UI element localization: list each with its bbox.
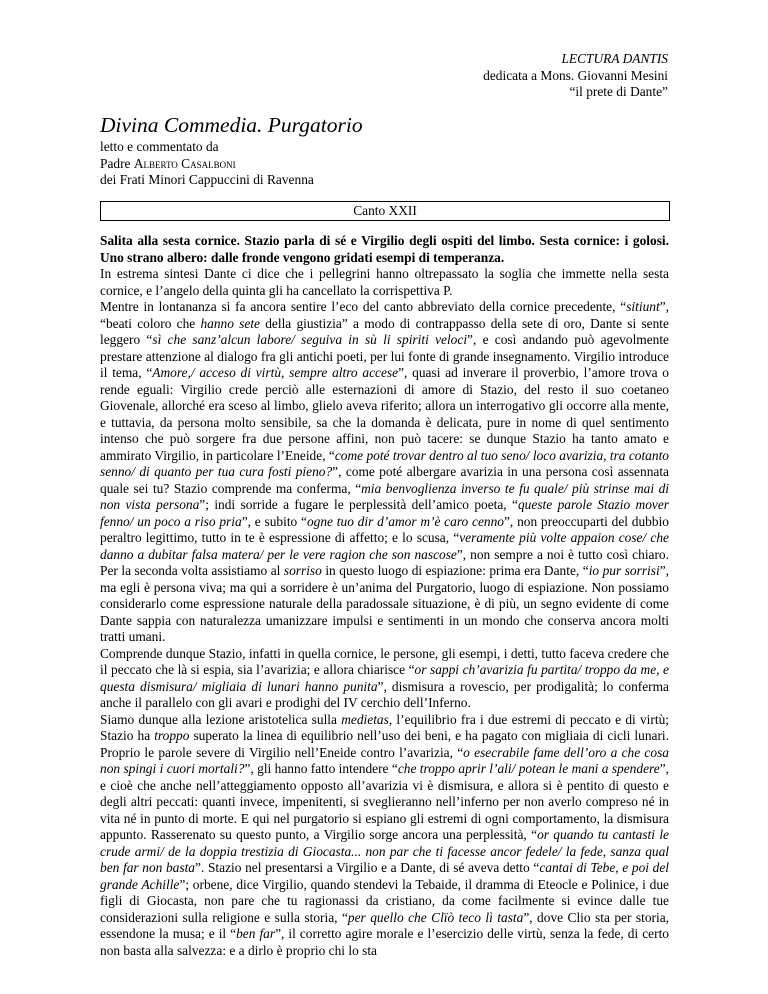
paragraph-text: ”, e subito “ <box>241 513 307 529</box>
paragraph-text: In estrema sintesi Dante ci dice che i pellegrini hanno oltrepassato la soglia che immette nella sesta cornice, e l’angelo della quinta gli ha cancellato la corrispettiva P. <box>100 266 669 298</box>
paragraph-text: ”, il corretto agire morale e l’esercizio delle virtù, senza la fede, di certo non basta alla salvezza: e a dirlo è proprio chi lo sta <box>100 926 669 958</box>
quotation-text: veramente più volte appaion cose/ che danno a dubitar falsa matera/ per le vere ragion che son nascose <box>100 530 669 562</box>
quotation-text: o esecrabile fame dell’oro a che cosa non spingi i cuori mortali? <box>100 744 669 776</box>
byline-author <box>100 156 314 173</box>
quotation-text: medietas <box>341 711 389 727</box>
paragraph-text: ”, dismisura a rovescio, per prodigalità; lo conferma anche il parallelo con gli avari e prodighi del IV cerchio dell’Inferno. <box>100 678 669 710</box>
quotation-text: io pur sorrisi <box>588 563 660 578</box>
quotation-text: che troppo aprir l’ali/ potean le mani a spendere <box>397 761 660 776</box>
byline <box>100 139 314 189</box>
quotation-text: mia benvoglienza inverso te fu quale/ più strinse mai di non vista persona <box>100 480 669 512</box>
quotation-text: queste parole Stazio mover fenno/ un poco a riso pria <box>100 497 669 529</box>
quotation-text: sitiunt <box>626 299 660 314</box>
paragraph-text: ”, quasi ad inverare il proverbio, l’amore trova o rende eguali: Virgilio crede perciò alle esternazioni di amore di Stazio, del resto il suo coetaneo Giovenale, allorché era sceso al limbo, glielo aveva riferito; allora un interrogativo gli occorre alla mente, e tuttavia, da persona molto sensibile, sa che la domanda è delicata, pure in nome di quel sentimento intenso che può sorgere fra due persone affini, non può tacere: se dunque Stazio ha tanto amato e ammirato Virgilio, in particolare l’Eneide, “ <box>100 365 670 463</box>
author-name: Alberto Casalboni <box>133 155 236 171</box>
body-paragraph <box>100 712 669 960</box>
paragraph-text: ”; orbene, dice Virgilio, quando stendevi la Tebaide, il dramma di Eteocle e Polinice, i due figli di Giocasta, non pare che tu ragionassi da cristiano, da come facilmente si evince dalle tue considerazioni sulla religione e sulla storia, “ <box>100 876 669 925</box>
body-paragraph <box>100 299 669 646</box>
dedication-quote: “il prete di Dante” <box>569 84 668 99</box>
quotation-text: ben far <box>236 926 276 941</box>
document-title: Divina Commedia. Purgatorio <box>100 113 363 137</box>
paragraph-text: Mentre in lontananza si fa ancora sentire l’eco del canto abbreviato della cornice precedente, “ <box>100 299 627 314</box>
quotation-text: or sappi ch’avarizia fu partita/ troppo da me, e questa dismisura/ migliaia di lunari hanno punita <box>100 662 669 694</box>
quotation-text: troppo <box>154 728 190 743</box>
quotation-text: Amore,/ acceso di virtù, sempre altro accese <box>152 365 399 380</box>
paragraph-text: ”, non sempre a noi è tutto così chiaro. Per la seconda volta assistiamo al <box>100 546 669 578</box>
quotation-text: ogne tuo dir d’amor m’è caro cenno <box>306 513 504 529</box>
body-paragraph <box>100 646 669 712</box>
paragraph-text: ”, dove Clio sta per storia, essendone la musa; e il “ <box>100 909 670 941</box>
paragraph-text: ”, e cioè che anche nell’atteggiamento opposto all’avarizia vi è dismisura, e allora si è pentito di questo e degli altri peccati: quanti invece, impenitenti, si sveglieranno nell’inferno per non averlo compreso né in vita né in punto di morte. E qui nel purgatorio si espiano gli estremi di ogni comportamento, la dismisura appunto. Rasserenato su questo punto, a Virgilio sorge ancora una perplessità, “ <box>100 761 669 842</box>
paragraph-text: ”, e così andando può agevolmente prestare attenzione al dialogo fra gli antichi poeti, per lui fonte di grande insegnamento. Virgilio introduce il tema, “ <box>100 332 670 380</box>
paragraph-text: , l’equilibrio fra i due estremi di peccato e di virtù; Stazio ha <box>100 711 669 743</box>
paragraph-text: ”, come poté albergare avarizia in una persona così assennata quale sei tu? Stazio comprende ma conferma, “ <box>100 464 669 496</box>
paragraph-text: Comprende dunque Stazio, infatti in quella cornice, le persone, gli esempi, i detti, tutto faceva credere che il peccato che là si espia, sia l’avarizia; e allora chiarisce “ <box>100 645 669 677</box>
quotation-text: cantai di Tebe, e poi del grande Achille <box>100 860 670 892</box>
byline-intro: letto e commentato da <box>100 139 219 154</box>
quotation-text: come poté trovar dentro al tuo seno/ loco avarizia, tra cotanto senno/ di quanto per tua cura fosti pieno? <box>100 447 669 479</box>
dedication-block <box>483 51 668 101</box>
paragraph-text: ”, ma egli è persona viva; ma qui a sorridere è un’anima del Purgatorio, luogo di espiazione. Non possiamo considerarlo come espressione naturale della paradossale situazione, è di più, un segno evidente di come Dante sappia con naturalezza umanizzare impulsi e sentimenti in un mondo che conserva ancora molti tratti umani. <box>100 563 669 644</box>
canto-title-box: Canto XXII <box>100 201 670 221</box>
paragraph-text: ”, gli hanno fatto intendere “ <box>244 761 398 776</box>
quotation-text: sì che sanz’alcun labore/ seguiva in sù li spiriti veloci <box>152 332 468 347</box>
paragraph-text: della giustizia” a modo di contrappasso della sete di oro, Dante si sente leggero “ <box>100 315 669 347</box>
paragraph-text: Siamo dunque alla lezione aristotelica sulla <box>100 711 342 727</box>
dedication-line: dedicata a Mons. Giovanni Mesini <box>483 67 668 83</box>
dedication-title: LECTURA DANTIS <box>561 51 668 66</box>
body-paragraph <box>100 266 669 299</box>
commentary-body <box>100 233 669 959</box>
canto-summary-heading: Salita alla sesta cornice. Stazio parla di sé e Virgilio degli ospiti del limbo. Sesta cornice: i golosi. Uno strano albero: dalle fronde vengono gridati esempi di temperanza. <box>100 233 669 265</box>
paragraph-text: ”. Stazio nel presentarsi a Virgilio e a Dante, di sé aveva detto “ <box>195 860 540 875</box>
quotation-text: hanno sete <box>200 315 260 331</box>
paragraph-text: ”, non preoccuparti del dubbio peraltro legittimo, tutto in te è espressione di affetto; e lo scusa, “ <box>100 513 669 545</box>
paragraph-text: in questo luogo di espiazione: prima era Dante, “ <box>321 563 589 578</box>
paragraph-text: ”, “beati coloro che <box>100 299 669 331</box>
author-prefix: Padre <box>100 155 134 171</box>
quotation-text: or quando tu cantasti le crude armi/ de la doppia trestizia di Giocasta... non par che ti facesse ancor fedele/ la fede, sanza qual ben far non basta <box>100 827 669 875</box>
byline-order: dei Frati Minori Cappuccini di Ravenna <box>100 172 314 187</box>
paragraph-text: superato la linea di equilibrio nell’uso dei beni, e ha pagato con migliaia di cicli lunari. Proprio le parole severe di Virgilio nell’Eneide contro l’avarizia, “ <box>100 728 669 760</box>
paragraph-text: ”; indi sorride a fugare le perplessità dell’amico poeta, “ <box>199 497 518 512</box>
quotation-text: sorriso <box>283 563 322 578</box>
quotation-text: per quello che Clïò teco lì tasta <box>347 909 524 925</box>
